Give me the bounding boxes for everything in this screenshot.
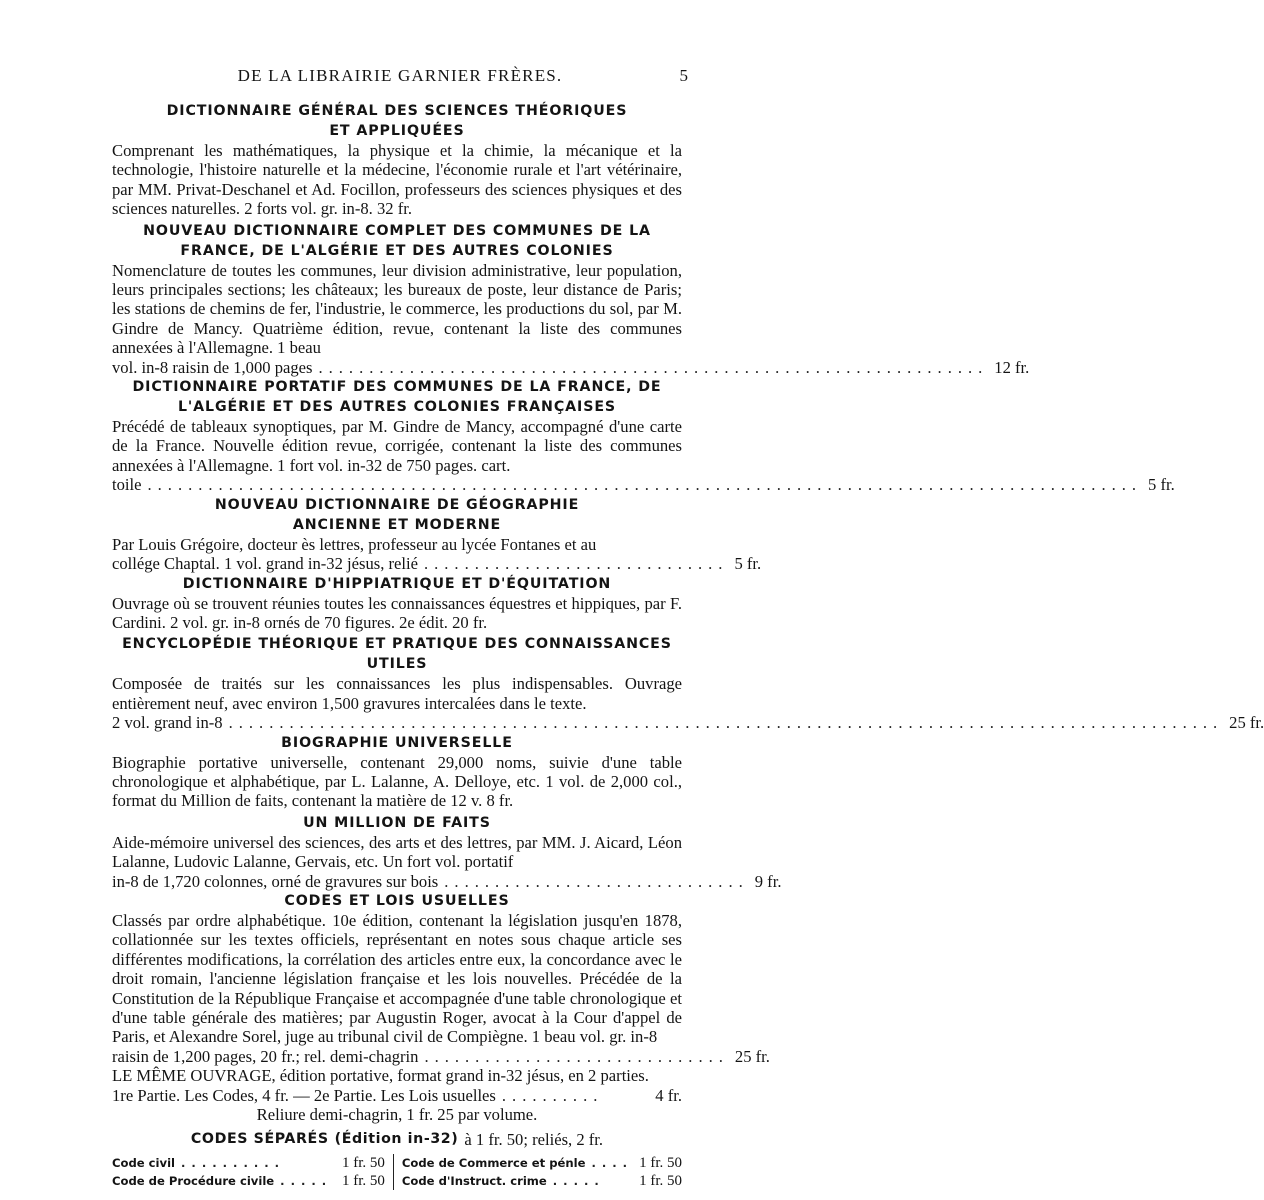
price-label: 2 vol. grand in-8 <box>112 713 223 733</box>
price-value: 5 fr. <box>1148 475 1175 495</box>
catalogue-content <box>112 101 1264 1190</box>
price-line <box>112 1086 682 1105</box>
entry-heading: DICTIONNAIRE D'HIPPIATRIQUE ET D'ÉQUITATION <box>182 575 612 592</box>
entry-description: Ouvrage où se trouvent réunies toutes les connaissances équestres et hippiques, par F. Cardini. 2 vol. gr. in-8 ornés de 70 figures. 2e édit. 20 fr. <box>112 593 682 632</box>
leader-dots: .............................. <box>444 871 749 891</box>
leader-dots: .................................................................................................. <box>228 713 1224 733</box>
entry-dictionnaire-portatif <box>112 377 1175 495</box>
code-row <box>402 1154 682 1172</box>
code-row <box>112 1172 385 1190</box>
entry-dictionnaire-communes <box>112 221 1030 377</box>
entry-heading: FRANCE, DE L'ALGÉRIE ET DES AUTRES COLONIES <box>180 242 614 259</box>
entry-heading: DICTIONNAIRE GÉNÉRAL DES SCIENCES THÉORIQUES <box>166 103 628 119</box>
leader-dots: .............................. <box>424 1046 729 1066</box>
entry-dictionnaire-hippiatrique <box>112 574 682 633</box>
entry-heading: CODES ET LOIS USUELLES <box>284 892 510 909</box>
leader-dots: .... <box>591 1155 634 1170</box>
price-line <box>112 713 1264 733</box>
leader-dots: .................................................................................................. <box>147 475 1143 495</box>
entry-description: Par Louis Grégoire, docteur ès lettres, professeur au lycée Fontanes et au <box>112 534 597 554</box>
codes-table <box>112 1154 682 1190</box>
entry-million-de-faits <box>112 813 782 891</box>
price-value: 25 fr. <box>734 1046 770 1066</box>
code-price: 1 fr. 50 <box>341 1154 385 1171</box>
code-name: Code d'Instruct. crime <box>401 1173 547 1188</box>
entry-heading: BIOGRAPHIE UNIVERSELLE <box>281 734 513 751</box>
entry-biographie <box>112 733 682 811</box>
codes-separes-title: CODES SÉPARÉS <box>190 1131 329 1148</box>
entry-encyclopedie <box>112 634 1264 733</box>
running-head <box>0 66 800 88</box>
entry-description: Classés par ordre alphabétique. 10e édition, contenant la législation jusqu'en 1878, collationnée sur les textes officiels, représentant en notes sous chaque article ses différentes modifications, la corrélation des articles entre eux, la concordance avec le droit romain, l'ancienne législation française et les lois nouvelles. Précédée de la Constitution de la République Française et accompagnée d'une table chronologique et d'une table générale des matières; par Augustin Roger, avocat à la Cour d'appel de Paris, et Alexandre Sorel, juge au tribunal civil de Compiègne. 1 beau vol. gr. in-8 <box>112 910 682 1047</box>
entry-description: Aide-mémoire universel des sciences, des arts et des lettres, par MM. J. Aicard, Léon Lalanne, Ludovic Lalanne, Gervais, etc. Un fort vol. portatif <box>112 832 682 872</box>
codes-separes-prices: à 1 fr. 50; reliés, 2 fr. <box>464 1130 604 1150</box>
entry-description: Biographie portative universelle, contenant 29,000 noms, suivie d'une table chronologique et alphabétique, par L. Lalanne, A. Delloye, etc. 1 vol. de 2,000 col., format du Million de faits, contenant la matière de 12 v. 8 fr. <box>112 752 682 811</box>
price-label: 1re Partie. Les Codes, 4 fr. — 2e Partie. Les Lois usuelles <box>112 1085 496 1105</box>
price-label: vol. in-8 raisin de 1,000 pages <box>112 357 313 377</box>
page-number: 5 <box>679 66 688 85</box>
codes-column-left <box>112 1154 394 1190</box>
code-name: Code de Commerce et pénle <box>401 1155 586 1170</box>
code-row <box>402 1172 682 1190</box>
codes-separes <box>112 1130 682 1189</box>
price-line <box>112 871 782 891</box>
entry-heading: NOUVEAU DICTIONNAIRE COMPLET DES COMMUNES DE LA <box>143 222 651 239</box>
leader-dots: ..... <box>552 1173 605 1188</box>
code-price: 1 fr. 50 <box>341 1172 385 1189</box>
entry-dictionnaire-geographie <box>112 495 762 574</box>
reliure-line: Reliure demi-chagrin, 1 fr. 25 par volume. <box>256 1105 538 1125</box>
entry-heading: ET APPLIQUÉES <box>329 123 465 139</box>
price-value: 12 fr. <box>994 357 1030 377</box>
entry-heading: UTILES <box>366 656 428 673</box>
entry-description: Comprenant les mathématiques, la physique et la chimie, la mécanique et la technologie, l'histoire naturelle et la médecine, l'économie rurale et l'art vétérinaire, par MM. Privat-Deschanel et Ad. Focillon, professeurs des sciences physiques et des sciences naturelles. 2 forts vol. gr. in-8. 32 fr. <box>112 141 682 219</box>
entry-heading: DICTIONNAIRE PORTATIF DES COMMUNES DE LA FRANCE, DE <box>132 379 662 396</box>
entry-heading: ENCYCLOPÉDIE THÉORIQUE ET PRATIQUE DES CONNAISSANCES <box>122 636 672 653</box>
price-label: raisin de 1,200 pages, 20 fr.; rel. demi-chagrin <box>112 1046 419 1066</box>
entry-description: Composée de traités sur les connaissances les plus indispensables. Ouvrage entièrement neuf, avec environ 1,500 gravures intercalées dans le texte. <box>112 674 682 713</box>
meme-ouvrage-line <box>112 1066 682 1085</box>
code-price: 1 fr. 50 <box>639 1154 682 1171</box>
price-line <box>112 1046 770 1066</box>
leader-dots: .................................................................. <box>318 357 989 377</box>
price-line <box>112 475 1175 495</box>
code-name: Code civil <box>112 1155 176 1170</box>
price-value: 4 fr. <box>655 1085 682 1105</box>
price-value: 25 fr. <box>1229 713 1264 733</box>
price-label: toile <box>112 475 142 495</box>
codes-separes-edition: (Édition in-32) <box>334 1131 459 1148</box>
price-value: 9 fr. <box>754 871 782 891</box>
entry-heading: NOUVEAU DICTIONNAIRE DE GÉOGRAPHIE <box>214 496 580 513</box>
leader-dots: .......... <box>181 1155 286 1170</box>
entry-heading: L'ALGÉRIE ET DES AUTRES COLONIES FRANÇAISES <box>177 399 617 416</box>
entry-description: Nomenclature de toutes les communes, leur division administrative, leur population, leurs principales sections; les châteaux; les bureaux de poste, leur distance de Paris; les stations de chemins de fer, l'industrie, le commerce, les productions du sol, par M. Gindre de Mancy. Quatrième édition, revue, contenant la liste des communes annexées à l'Allemagne. 1 beau <box>112 260 682 358</box>
code-price: 1 fr. 50 <box>639 1172 682 1189</box>
leader-dots: .............................. <box>423 554 729 574</box>
codes-separes-title-line <box>112 1130 682 1149</box>
code-name: Code de Procédure civile <box>112 1173 275 1188</box>
code-row <box>112 1154 385 1172</box>
running-title: DE LA LIBRAIRIE GARNIER FRÈRES. <box>237 66 563 85</box>
entry-heading: UN MILLION DE FAITS <box>303 814 491 831</box>
codes-column-right <box>394 1154 682 1190</box>
meme-ouvrage <box>112 1066 682 1124</box>
leader-dots: .......... <box>501 1085 604 1105</box>
leader-dots: ..... <box>280 1173 333 1188</box>
price-value: 5 fr. <box>734 554 762 574</box>
entry-description: Précédé de tableaux synoptiques, par M. Gindre de Mancy, accompagné d'une carte de la France. Nouvelle édition revue, corrigée, contenant la liste des communes annexées à l'Allemagne. 1 fort vol. in-32 de 750 pages. cart. <box>112 417 682 475</box>
price-line <box>112 357 1030 377</box>
price-label: in-8 de 1,720 colonnes, orné de gravures sur bois <box>112 871 439 891</box>
entry-heading: ANCIENNE ET MODERNE <box>292 516 502 533</box>
meme-ouvrage-text: LE MÊME OUVRAGE, édition portative, format grand in-32 jésus, en 2 parties. <box>112 1066 649 1086</box>
price-label: collége Chaptal. 1 vol. grand in-32 jésus, relié <box>112 554 418 574</box>
entry-dictionnaire-sciences <box>112 101 682 219</box>
price-line <box>112 554 762 574</box>
entry-codes-lois <box>112 891 770 1066</box>
